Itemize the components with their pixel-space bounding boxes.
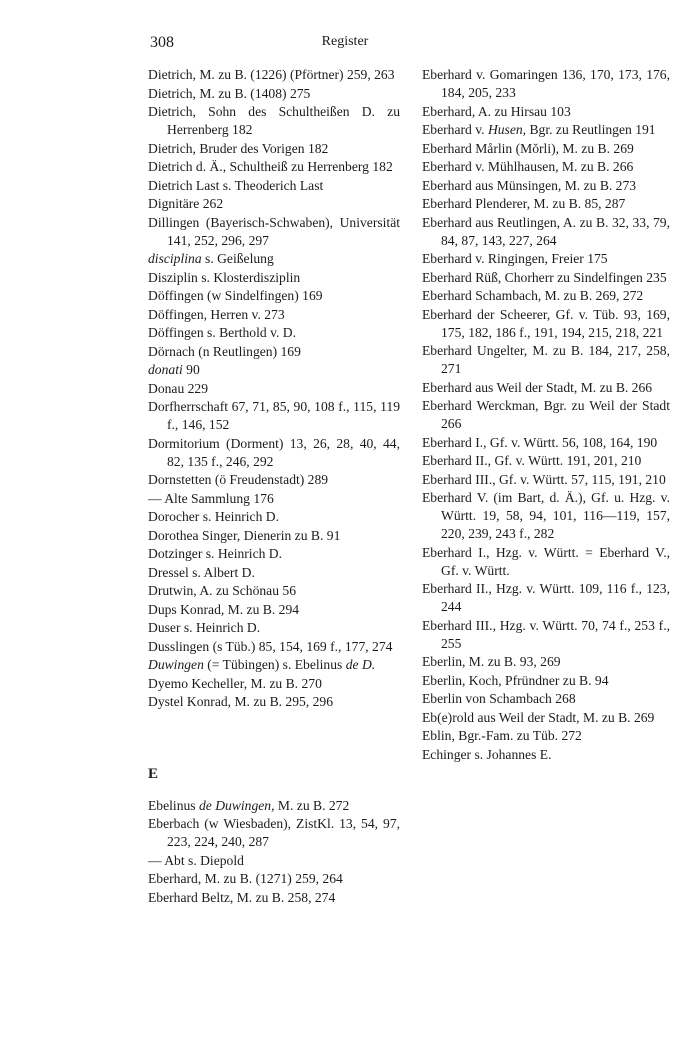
entry-text: Eberlin, Koch, Pfründner zu B. 94 xyxy=(422,672,609,688)
index-entry xyxy=(148,343,400,361)
entry-text: Dornstetten (ö Freudenstadt) 289 xyxy=(148,472,329,487)
entry-text: Dillingen (Bayerisch-Schwaben), Universität 141, 252, 296, 297 xyxy=(148,214,400,248)
section-letter-e: E xyxy=(148,765,159,782)
index-entry xyxy=(422,617,670,653)
entry-text: Eberhard III., Gf. v. Württ. 57, 115, 191, 210 xyxy=(422,471,666,487)
entry-text: Bgr. zu Reutlingen 191 xyxy=(526,122,656,137)
entry-italic-text: disciplina xyxy=(148,251,202,266)
entry-text: Eberhard v. xyxy=(422,122,488,137)
index-entry xyxy=(148,870,400,888)
entry-text: Eberhard II., Hzg. v. Württ. 109, 116 f., 123, 244 xyxy=(422,581,670,614)
entry-text: Eberhard V. (im Bart, d. Ä.), Gf. u. Hzg. v. Württ. 19, 58, 94, 101, 116—119, 157, 220, 239, 243 f., 282 xyxy=(422,490,670,541)
index-entry xyxy=(422,177,670,195)
index-entry xyxy=(422,434,670,452)
index-entry xyxy=(422,121,670,139)
entry-text: Dietrich Last s. Theoderich Last xyxy=(148,177,324,193)
index-entry xyxy=(422,544,670,580)
index-entry xyxy=(148,177,400,195)
index-entry xyxy=(422,746,670,764)
index-entry xyxy=(422,306,670,342)
entry-text: Eberhard Rüß, Chorherr zu Sindelfingen 235 xyxy=(422,269,667,285)
index-entry xyxy=(422,709,670,727)
entry-italic-text: donati xyxy=(148,362,183,377)
index-entry xyxy=(148,435,400,471)
index-entry xyxy=(148,250,400,268)
entry-text: Eberhard Werckman, Bgr. zu Weil der Stadt 266 xyxy=(422,398,670,431)
entry-text: Eberhard II., Gf. v. Württ. 191, 201, 210 xyxy=(422,453,642,468)
entry-text: Eberlin, M. zu B. 93, 269 xyxy=(422,654,561,669)
index-entry xyxy=(422,214,670,250)
index-entry xyxy=(422,397,670,433)
index-entry xyxy=(148,490,400,508)
index-entry xyxy=(148,889,400,907)
entry-text: Donau 229 xyxy=(148,380,209,396)
index-entry xyxy=(148,564,400,582)
entry-text: Eberhard v. Mühlhausen, M. zu B. 266 xyxy=(422,159,634,174)
index-entry xyxy=(422,250,670,268)
index-entry xyxy=(148,527,400,545)
index-entry xyxy=(148,66,400,84)
entry-text: Eberhard I., Gf. v. Württ. 56, 108, 164, 190 xyxy=(422,434,658,450)
entry-text: Eberhard v. Ringingen, Freier 175 xyxy=(422,251,608,266)
entry-text: Duser s. Heinrich D. xyxy=(148,620,261,635)
entry-text: Dystel Konrad, M. zu B. 295, 296 xyxy=(148,694,334,709)
entry-text: Dietrich, Sohn des Schultheißen D. zu Herrenberg 182 xyxy=(148,104,400,137)
entry-text: Eberhard III., Hzg. v. Württ. 70, 74 f., 253 f., 255 xyxy=(422,617,670,651)
entry-text: Dietrich, Bruder des Vorigen 182 xyxy=(148,140,329,156)
index-entry xyxy=(148,287,400,305)
entry-text: (= Tübingen) s. Ebelinus xyxy=(203,657,346,672)
index-entry xyxy=(422,653,670,671)
index-entry xyxy=(422,66,670,102)
entry-text: Dormitorium (Dorment) 13, 26, 28, 40, 44, 82, 135 f., 246, 292 xyxy=(148,435,400,469)
entry-text: Dorothea Singer, Dienerin zu B. 91 xyxy=(148,527,341,543)
entry-text: Dietrich, M. zu B. (1408) 275 xyxy=(148,85,311,101)
index-entry xyxy=(148,398,400,434)
entry-text: Döffingen s. Berthold v. D. xyxy=(148,325,297,340)
entry-text: Dressel s. Albert D. xyxy=(148,564,255,580)
entry-text: Drutwin, A. zu Schönau 56 xyxy=(148,583,297,598)
index-entry xyxy=(148,797,400,815)
index-entry xyxy=(422,140,670,158)
entry-text: s. Geißelung xyxy=(201,251,274,266)
index-entry xyxy=(422,158,670,176)
entry-text: Dorocher s. Heinrich D. xyxy=(148,509,279,524)
entry-text: Döffingen, Herren v. 273 xyxy=(148,306,285,322)
index-entry xyxy=(422,103,670,121)
index-entry xyxy=(148,693,400,711)
index-entry xyxy=(148,306,400,324)
entry-text: Dotzinger s. Heinrich D. xyxy=(148,546,283,561)
index-entry xyxy=(148,815,400,851)
entry-text: Eberhard aus Weil der Stadt, M. zu B. 266 xyxy=(422,379,653,395)
entry-text: Dörnach (n Reutlingen) 169 xyxy=(148,343,301,359)
entry-text: Dyemo Kecheller, M. zu B. 270 xyxy=(148,675,322,691)
entry-text: Eberhard, A. zu Hirsau 103 xyxy=(422,103,571,119)
index-entry xyxy=(148,158,400,176)
entry-text: Disziplin s. Klosterdisziplin xyxy=(148,269,301,285)
index-entry xyxy=(422,342,670,378)
entry-text: Eberhard aus Münsingen, M. zu B. 273 xyxy=(422,177,637,193)
index-entry xyxy=(148,324,400,342)
entry-text: Eberhard, M. zu B. (1271) 259, 264 xyxy=(148,871,343,886)
index-entry xyxy=(148,656,400,674)
entry-text: Eberlin von Schambach 268 xyxy=(422,691,576,706)
entry-italic-text: Husen, xyxy=(487,122,527,137)
entry-text: Eberhard Mårlin (Mŏrli), M. zu B. 269 xyxy=(422,140,634,156)
index-entry xyxy=(148,85,400,103)
index-entry xyxy=(148,852,400,870)
index-entry xyxy=(148,361,400,379)
index-entry xyxy=(148,508,400,526)
index-entry xyxy=(422,379,670,397)
entry-text: — Abt s. Diepold xyxy=(148,852,244,868)
index-entry xyxy=(422,195,670,213)
index-entry xyxy=(422,727,670,745)
entry-text: Eberhard Plenderer, M. zu B. 85, 287 xyxy=(422,196,626,211)
entry-text: Eberhard Ungelter, M. zu B. 184, 217, 258, 271 xyxy=(422,343,670,376)
index-entry xyxy=(422,672,670,690)
entry-text: Dorfherrschaft 67, 71, 85, 90, 108 f., 115, 119 f., 146, 152 xyxy=(148,399,400,432)
index-entry xyxy=(148,675,400,693)
entry-text: — Alte Sammlung 176 xyxy=(148,490,274,506)
entry-text: Dups Konrad, M. zu B. 294 xyxy=(148,601,300,617)
index-entry xyxy=(148,545,400,563)
entry-text: Eberhard der Scheerer, Gf. v. Tüb. 93, 169, 175, 182, 186 f., 191, 194, 215, 218, 221 xyxy=(422,306,670,340)
entry-text: Eb(e)rold aus Weil der Stadt, M. zu B. 269 xyxy=(422,709,655,725)
entry-italic-text: de D. xyxy=(345,657,376,672)
entry-text: Eberhard Beltz, M. zu B. 258, 274 xyxy=(148,889,336,905)
index-entry xyxy=(422,580,670,616)
index-entry xyxy=(148,214,400,250)
entry-text: Echinger s. Johannes E. xyxy=(422,746,552,762)
entry-text: Eberhard v. Gomaringen 136, 170, 173, 176, 184, 205, 233 xyxy=(422,67,670,100)
index-entry xyxy=(422,287,670,305)
running-head: Register xyxy=(321,34,369,49)
index-entry xyxy=(148,601,400,619)
entry-text: Dietrich, M. zu B. (1226) (Pförtner) 259, 263 xyxy=(148,67,395,82)
index-entry xyxy=(148,140,400,158)
entry-italic-text: Duwingen xyxy=(148,657,204,672)
index-entry xyxy=(422,489,670,543)
entry-text: Eberhard aus Reutlingen, A. zu B. 32, 33, 79, 84, 87, 143, 227, 264 xyxy=(422,214,670,248)
index-entry xyxy=(148,619,400,637)
entry-text: Döffingen (w Sindelfingen) 169 xyxy=(148,288,323,303)
entry-text: Eberbach (w Wiesbaden), ZistKl. 13, 54, 97, 223, 224, 240, 287 xyxy=(148,816,400,849)
entry-text: Eberhard I., Hzg. v. Württ. = Eberhard V., Gf. v. Württ. xyxy=(422,544,670,578)
index-entry xyxy=(422,690,670,708)
entry-text: 90 xyxy=(182,362,200,377)
index-entry xyxy=(148,269,400,287)
entry-text: Eblin, Bgr.-Fam. zu Tüb. 272 xyxy=(422,728,582,743)
index-entry xyxy=(148,471,400,489)
entry-text: Ebelinus xyxy=(148,797,199,813)
index-entry xyxy=(148,103,400,139)
index-entry xyxy=(422,471,670,489)
index-entry xyxy=(148,582,400,600)
left-column xyxy=(148,66,400,907)
entry-text: Dietrich d. Ä., Schultheiß zu Herrenberg 182 xyxy=(148,159,393,174)
index-entry xyxy=(148,380,400,398)
page-number: 308 xyxy=(150,34,174,51)
right-column xyxy=(422,66,670,764)
index-entry xyxy=(422,452,670,470)
entry-text: Eberhard Schambach, M. zu B. 269, 272 xyxy=(422,288,644,303)
entry-text: Dignitäre 262 xyxy=(148,196,224,211)
entry-text: Dusslingen (s Tüb.) 85, 154, 169 f., 177, 274 xyxy=(148,638,393,654)
entry-text: M. zu B. 272 xyxy=(274,797,350,813)
index-entry xyxy=(148,195,400,213)
entry-italic-text: de Duwingen, xyxy=(198,797,275,813)
index-entry xyxy=(422,269,670,287)
index-entry xyxy=(148,638,400,656)
